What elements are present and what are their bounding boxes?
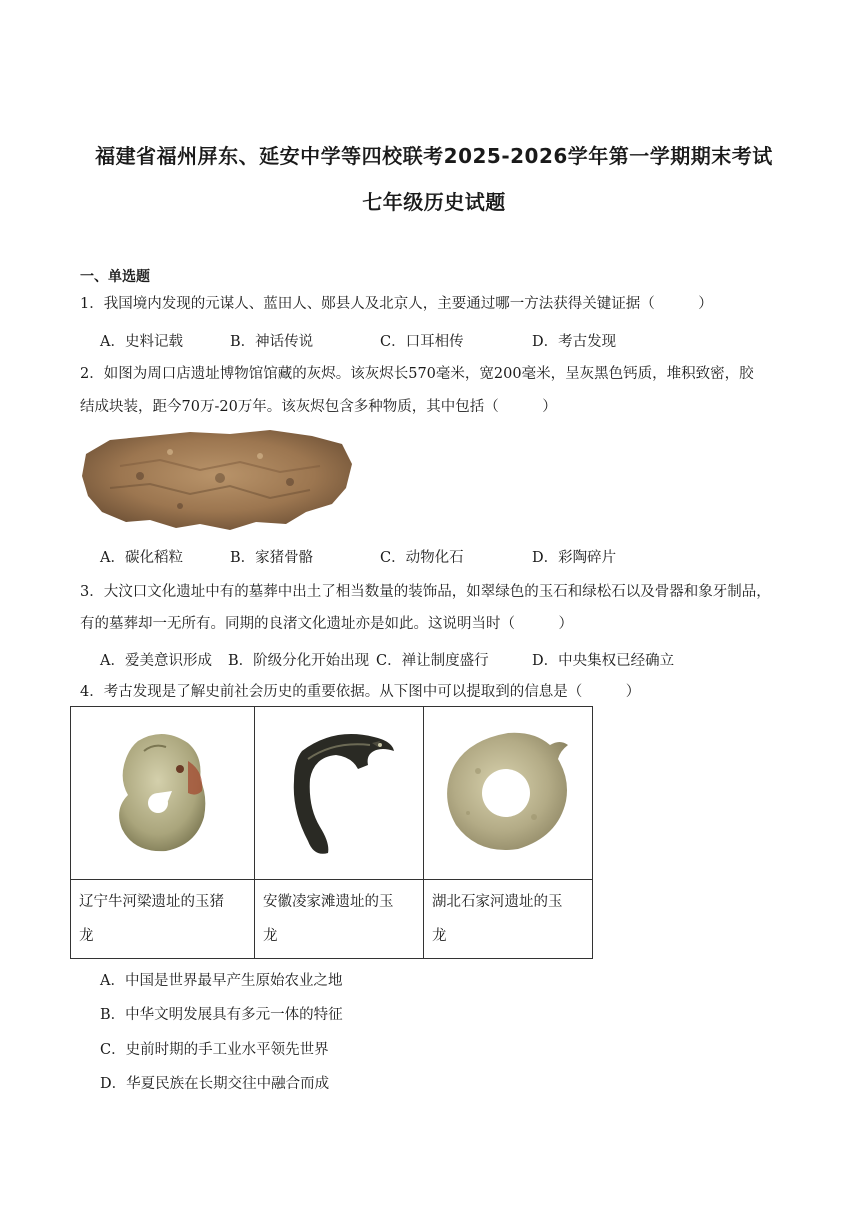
q1-option-a[interactable]: A．史料记载 [100, 334, 183, 350]
q1-option-d[interactable]: D．考古发现 [532, 334, 617, 350]
caption-1-line1: 辽宁牛河梁遗址的玉猪 [79, 894, 224, 910]
jade-dragon-shijiahe-cell [424, 707, 593, 880]
jade-dragon-shijiahe-image [438, 721, 578, 861]
question-2-stem-line1: 2．如图为周口店遗址博物馆馆藏的灰烬。该灰烬长570毫米，宽200毫米，呈灰黑色钙质，堆积致密，胶 [80, 366, 754, 382]
caption-3-line1: 湖北石家河遗址的玉 [432, 894, 563, 910]
question-4-stem: 4．考古发现是了解史前社会历史的重要依据。从下图中可以提取到的信息是（ ） [80, 684, 641, 700]
q1-option-c[interactable]: C．口耳相传 [380, 334, 464, 350]
q2-option-c[interactable]: C．动物化石 [380, 550, 464, 566]
section-heading: 一、单选题 [80, 269, 150, 285]
jade-pig-dragon-image [108, 721, 218, 861]
exam-title: 福建省福州屏东、延安中学等四校联考2025-2026学年第一学期期末考试 [95, 144, 773, 168]
q4-option-d[interactable]: D．华夏民族在长期交往中融合而成 [100, 1076, 330, 1092]
q1-option-b[interactable]: B．神话传说 [230, 334, 314, 350]
caption-3-line2: 龙 [432, 928, 447, 944]
exam-subtitle: 七年级历史试题 [362, 190, 506, 214]
q3-option-c[interactable]: C．禅让制度盛行 [376, 653, 489, 669]
q3-option-a[interactable]: A．爱美意识形成 [100, 653, 212, 669]
q2-option-b[interactable]: B．家猪骨骼 [230, 550, 314, 566]
caption-2-line2: 龙 [263, 928, 278, 944]
question-3-stem-line2: 有的墓葬却一无所有。同期的良渚文化遗址亦是如此。这说明当时（ ） [80, 616, 573, 632]
jade-dragon-table [70, 706, 593, 959]
q3-option-d[interactable]: D．中央集权已经确立 [532, 653, 675, 669]
q2-option-a[interactable]: A．碳化稻粒 [100, 550, 183, 566]
jade-pig-dragon-cell [71, 707, 255, 880]
q2-option-d[interactable]: D．彩陶碎片 [532, 550, 617, 566]
caption-jade-pig-dragon [71, 880, 255, 959]
q4-option-b[interactable]: B．中华文明发展具有多元一体的特征 [100, 1007, 343, 1023]
q4-option-c[interactable]: C．史前时期的手工业水平领先世界 [100, 1042, 329, 1058]
q4-option-a[interactable]: A．中国是世界最早产生原始农业之地 [100, 973, 343, 989]
ash-deposit-image [80, 426, 356, 536]
caption-2-line1: 安徽凌家滩遗址的玉 [263, 894, 394, 910]
caption-jade-dragon-shijiahe [424, 880, 593, 959]
jade-dragon-lingjiatan-cell [255, 707, 424, 880]
question-1-stem: 1．我国境内发现的元谋人、蓝田人、郧县人及北京人，主要通过哪一方法获得关键证据（ ） [80, 296, 713, 312]
jade-dragon-lingjiatan-image [274, 721, 404, 861]
q3-option-b[interactable]: B．阶级分化开始出现 [228, 653, 370, 669]
question-3-stem-line1: 3．大汶口文化遗址中有的墓葬中出土了相当数量的装饰品，如翠绿色的玉石和绿松石以及骨器和象牙制品， [80, 584, 771, 600]
caption-1-line2: 龙 [79, 928, 94, 944]
caption-jade-dragon-lingjiatan [255, 880, 424, 959]
question-2-stem-line2: 结成块装，距今70万-20万年。该灰烬包含多种物质，其中包括（ ） [80, 399, 557, 415]
